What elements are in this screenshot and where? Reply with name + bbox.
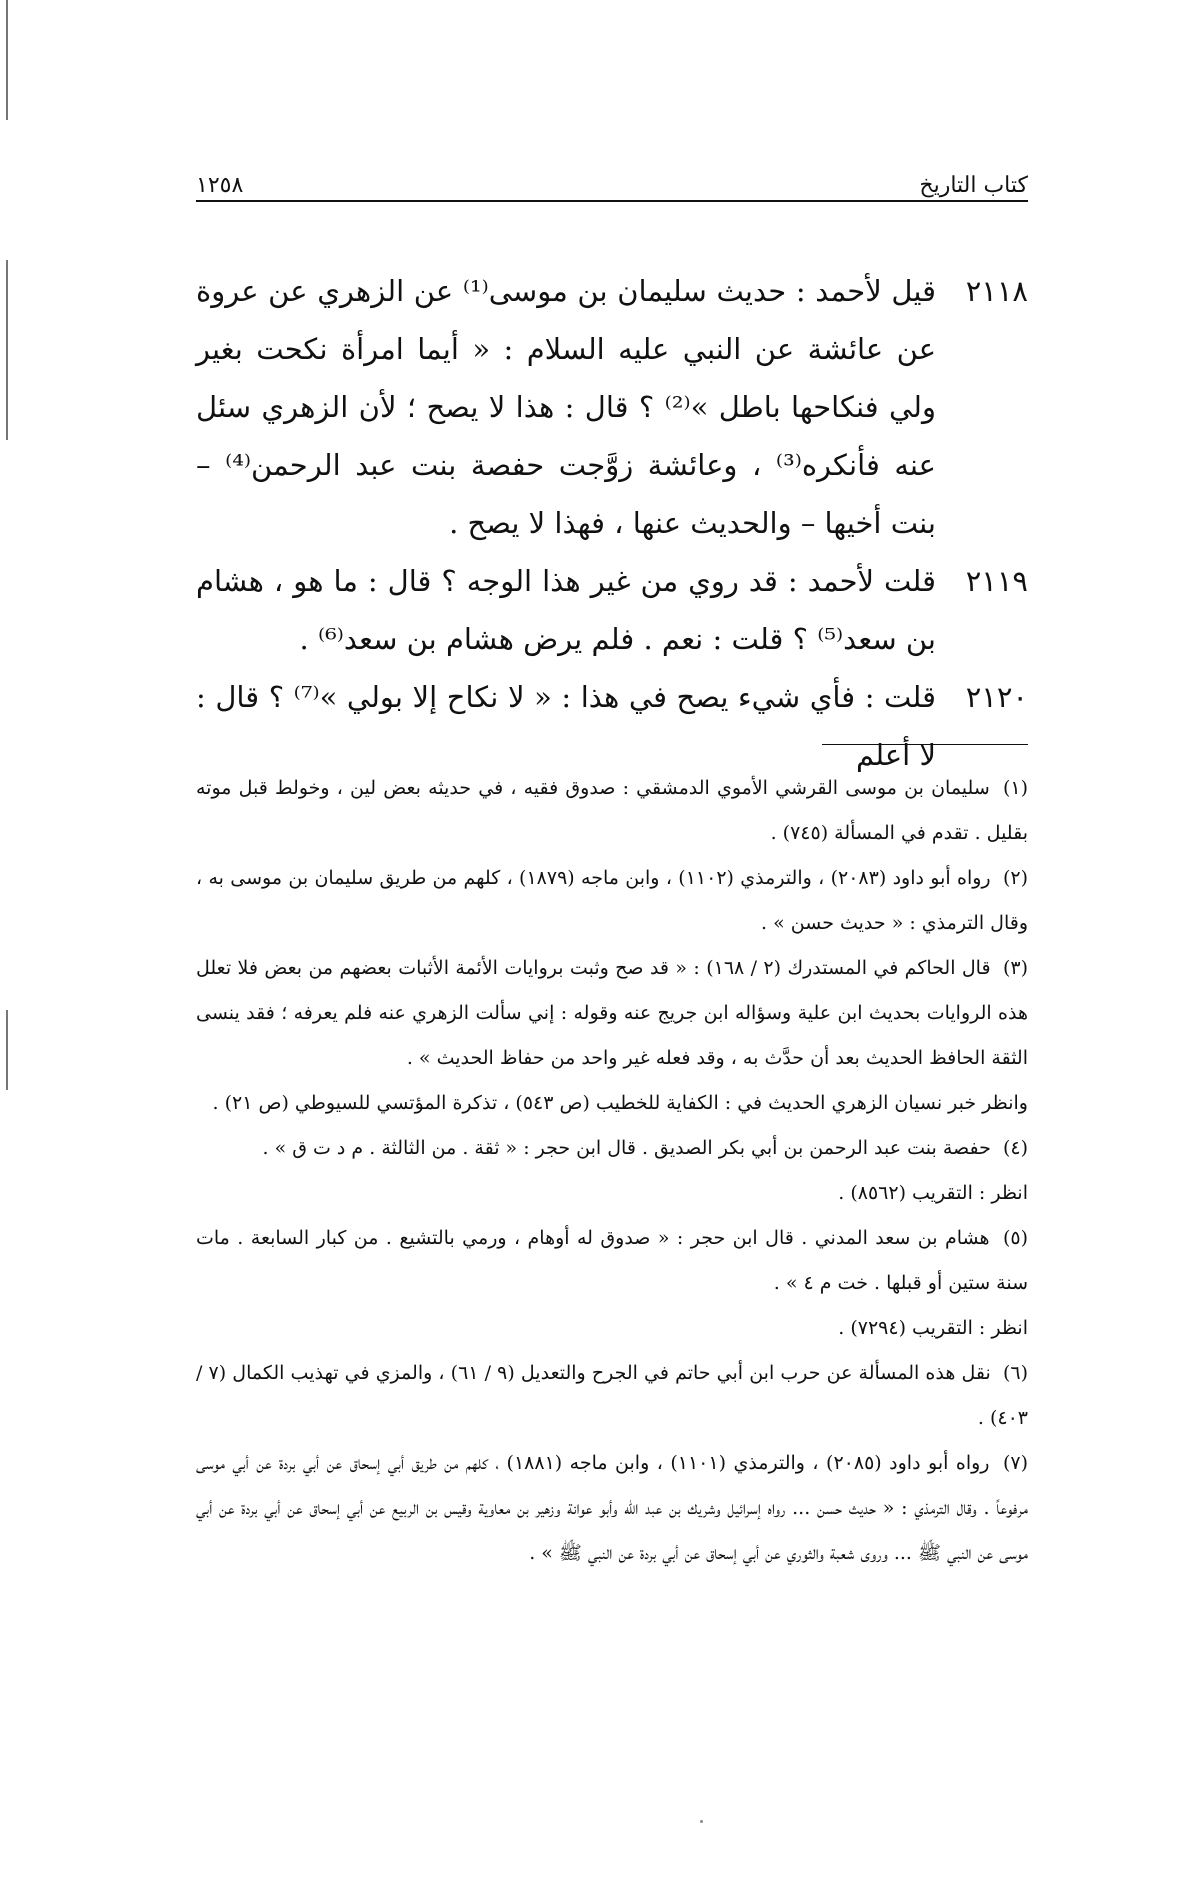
footnote-separator: [822, 744, 1028, 745]
footnote-3-continuation: وانظر خبر نسيان الزهري الحديث في : الكفاية للخطيب (ص ٥٤٣) ، تذكرة المؤتسي للسيوطي (ص ٢١) .: [212, 1092, 1028, 1114]
footnote-number: (١): [1002, 777, 1028, 799]
entry-number: ٢١١٩: [965, 564, 1028, 598]
entry-number: ٢١٢٠: [965, 680, 1028, 714]
footnote-text: نقل هذه المسألة عن حرب ابن أبي حاتم في الجرح والتعديل (٩ / ٦١) ، والمزي في تهذيب الكمال (٧ / ٤٠٣) .: [196, 1362, 1028, 1429]
entry-text: قيل لأحمد : حديث سليمان بن موسى⁽¹⁾ عن الزهري عن عروة عن عائشة عن النبي عليه السلام : « أيما امرأة نكحت بغير ولي فنكاحها باطل »⁽²⁾ ؟ قال : هذا لا يصح ؛ لأن الزهري سئل عنه فأنكره⁽³⁾ ، وعائشة زوَّجت حفصة بنت عبد الرحمن⁽⁴⁾ – بنت أخيها – والحديث عنها ، فهذا لا يصح .: [196, 274, 936, 540]
footnote-text: حفصة بنت عبد الرحمن بن أبي بكر الصديق . قال ابن حجر : « ثقة . من الثالثة . م د ت ق » .: [262, 1137, 991, 1159]
entry-text: قلت : فأي شيء يصح في هذا : « لا نكاح إلا بولي »⁽⁷⁾ ؟ قال : لا أعلم: [196, 680, 936, 772]
header-rule: [196, 200, 1028, 202]
footnote-3: [196, 946, 1028, 1081]
footnote-number: (٧): [1002, 1452, 1029, 1474]
footnote-7: [196, 1441, 1028, 1576]
footnote-5: [196, 1216, 1028, 1306]
footnote-number: (٣): [1002, 957, 1029, 979]
footnote-text: رواه أبو داود (٢٠٨٣) ، والترمذي (١١٠٢) ، وابن ماجه (١٨٧٩) ، كلهم من طريق سليمان بن موسى به ، وقال الترمذي : « حديث حسن » .: [196, 867, 1028, 934]
footnote-text: قال الحاكم في المستدرك (٢ / ١٦٨) : « قد صح وثبت بروايات الأئمة الأثبات بعضهم من بعض فلا تعلل هذه الروايات بحديث ابن علية وسؤاله ابن جريج عنه وقوله : إني سألت الزهري عنه فلم يعرفه ؛ فقد ينسى الثقة الحافظ الحديث بعد أن حدَّث به ، وقد فعله غير واحد من حفاظ الحديث » .: [196, 957, 1028, 1069]
footnote-2: [196, 856, 1028, 946]
scan-margin-mark: [6, 0, 8, 120]
footnote-number: (٢): [1002, 867, 1028, 889]
footnote-5-continuation: انظر : التقريب (٧٢٩٤) .: [838, 1317, 1028, 1339]
scan-speck: [700, 1820, 703, 1823]
footnote-4-continuation: انظر : التقريب (٨٥٦٢) .: [838, 1182, 1028, 1204]
book-title: كتاب التاريخ: [919, 173, 1028, 198]
entry-2119: [196, 552, 1028, 668]
page-number: ١٢٥٨: [196, 173, 244, 198]
scan-margin-mark: [6, 260, 8, 440]
footnote-text: رواه أبو داود (٢٠٨٥) ، والترمذي (١١٠١) ، وابن ماجه (١٨٨١) ، كلهم من طريق أبي إسحاق عن أبي بردة عن أبي موسى مرفوعاً . وقال الترمذي : « حديث حسن ... رواه إسرائيل وشريك بن عبد الله وأبو عوانة وزهير بن معاوية وقيس بن الربيع عن أبي إسحاق عن أبي بردة عن أبي موسى عن النبي ﷺ ... وروى شعبة والثوري عن أبي إسحاق عن أبي بردة عن النبي ﷺ » .: [196, 1452, 1028, 1564]
entry-number: ٢١١٨: [965, 274, 1028, 308]
footnote-text: سليمان بن موسى القرشي الأموي الدمشقي : صدوق فقيه ، في حديثه بعض لين ، وخولط قبل موته بقليل . تقدم في المسألة (٧٤٥) .: [196, 777, 1028, 844]
footnote-6: [196, 1351, 1028, 1441]
scan-margin-mark: [6, 1010, 8, 1090]
footnote-number: (٦): [1002, 1362, 1028, 1384]
footnote-number: (٥): [1002, 1227, 1028, 1249]
entry-2118: [196, 262, 1028, 552]
main-text: [196, 262, 1028, 784]
page-header: [196, 160, 1028, 198]
entry-text: قلت لأحمد : قد روي من غير هذا الوجه ؟ قال : ما هو ، هشام بن سعد⁽⁵⁾ ؟ قلت : نعم . فلم يرض هشام بن سعد⁽⁶⁾ .: [196, 564, 936, 656]
footnote-number: (٤): [1002, 1137, 1028, 1159]
footnote-4: [196, 1126, 1028, 1171]
footnote-1: [196, 766, 1028, 856]
footnote-text: هشام بن سعد المدني . قال ابن حجر : « صدوق له أوهام ، ورمي بالتشيع . من كبار السابعة . مات سنة ستين أو قبلها . خت م ٤ » .: [196, 1227, 1028, 1294]
footnotes: [196, 766, 1028, 1576]
